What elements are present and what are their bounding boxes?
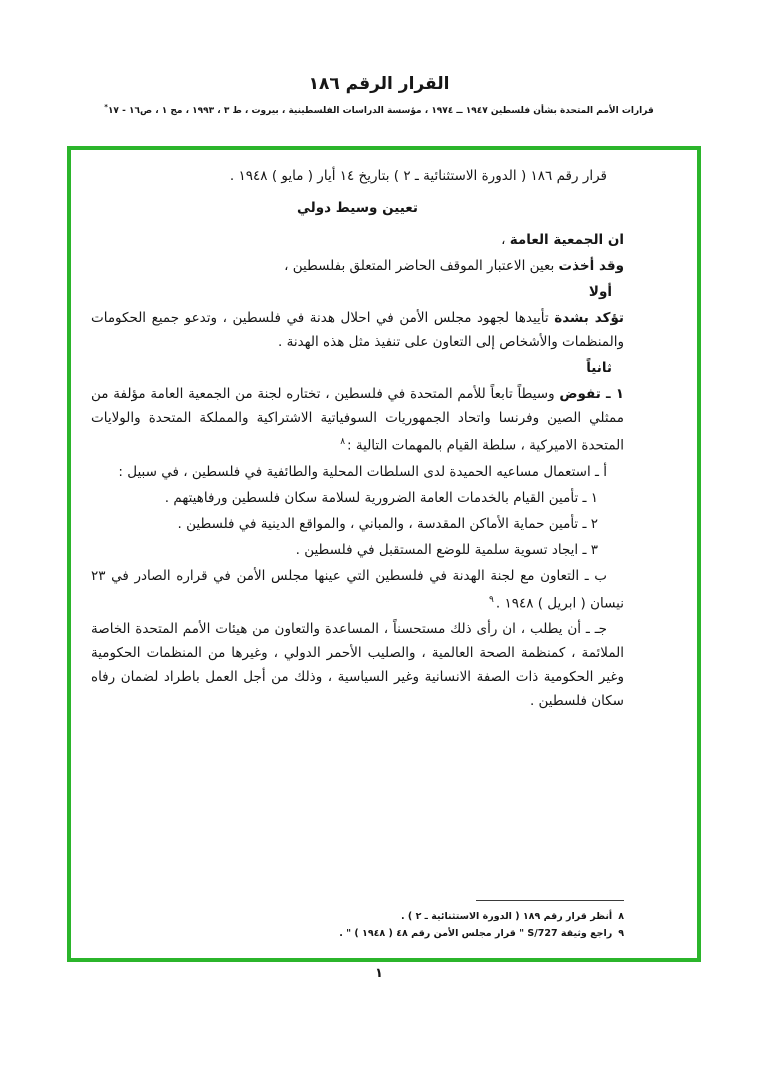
first-operative-lead: تؤكد بشدة [554,310,624,326]
considering-rest: بعين الاعتبار الموقف الحاضر المتعلق بفلسطين ، [284,258,559,274]
source-text: قرارات الأمم المتحدة بشأن فلسطين ١٩٤٧ ــ ١٩٧٤ ، مؤسسة الدراسات الفلسطينية ، بيروت ، ط ٣ ، ١٩٩٣ ، مج ١ ، ص١٦ - ١٧ [107,106,654,116]
section-second-heading: ثانياً [586,360,612,376]
footnotes-block [91,900,624,942]
resolution-body [91,164,624,715]
considering-lead: وقد أخذت [558,258,624,274]
task-a-subitem-2: ٢ ـ تأمين حماية الأماكن المقدسة ، والمباني ، والمواقع الدينية في فلسطين . [177,515,598,532]
first-operative-paragraph [91,306,624,354]
mediator-mandate-paragraph [91,382,624,458]
section-first-heading: أولا [588,284,612,300]
considering-clause [91,254,624,278]
footnote-number: ٨ [618,911,624,922]
document-header [0,74,758,116]
source-line [0,103,758,116]
document-title: القرار الرقم ١٨٦ [308,74,450,94]
preamble-clause [91,228,624,252]
preamble-lead: ان الجمعية العامة [509,232,624,248]
footnote-number: ٩ [618,928,624,939]
footnote-ref-8: ٨ [340,437,346,447]
task-c: جـ ـ أن يطلب ، ان رأى ذلك مستحسناً ، المساعدة والتعاون من هيئات الأمم المتحدة الخاصة الملائمة ، كمنظمة الصحة العالمية ، والصليب الأحمر الدولي ، وغيرها من المنظمات الحكومية وغير الحكومية ذات الصفة الانسانية وغير السياسية ، وذلك من أجل العمل باطراد لضمان رفاه سكان فلسطين . [91,621,624,709]
preamble-rest: ، [501,232,510,248]
task-a: أ ـ استعمال مساعيه الحميدة لدى السلطات المحلية والطائفية في فلسطين ، في سبيل : [118,463,607,480]
resolution-intro: قرار رقم ١٨٦ ( الدورة الاستثنائية ـ ٢ ) بتاريخ ١٤ أيار ( مايو ) ١٩٤٨ . [229,168,607,184]
footnote-ref-9: ٩ [489,594,494,605]
task-b [91,564,624,616]
footnote-text: أنظر قرار رقم ١٨٩ ( الدورة الاستثنائية ـ ٢ ) . [400,911,613,922]
mandate-lead: ١ ـ تفوض [559,386,624,402]
task-a-subitem-1: ١ ـ تأمين القيام بالخدمات العامة الضرورية لسلامة سكان فلسطين ورفاهيتهم . [164,489,598,506]
footnote-8 [91,908,624,925]
page-number: ١ [375,966,383,981]
footnote-rule [476,900,624,901]
mandate-rest: وسيطاً تابعاً للأمم المتحدة في فلسطين ، تختاره لجنة من الجمعية العامة مؤلفة من ممثلي الصين وفرنسا واتحاد الجمهوريات السوفياتية الاشتراكية والمملكة المتحدة والولايات المتحدة الاميركية ، سلطة القيام بالمهمات التالية : [91,386,624,454]
source-note-mark: * [104,103,108,111]
task-b-text: ب ـ التعاون مع لجنة الهدنة في فلسطين التي عينها مجلس الأمن في قراره الصادر في ٢٣ نيسان ( ابريل ) ١٩٤٨ . [91,567,624,611]
footnote-9 [91,925,624,942]
task-a-subitem-3: ٣ ـ ايجاد تسوية سلمية للوضع المستقبل في فلسطين . [295,541,598,558]
footnote-text: راجع وثيقة S/727 " قرار مجلس الأمن رقم ٤٨ ( ١٩٤٨ ) " . [339,928,613,939]
resolution-subject: تعيين وسيط دولي [297,200,418,216]
first-operative-rest: تأييدها لجهود مجلس الأمن في احلال هدنة في فلسطين ، وتدعو جميع الحكومات والمنظمات والأشخاص إلى التعاون على تنفيذ مثل هذه الهدنة . [91,310,624,350]
content-frame [67,146,701,962]
